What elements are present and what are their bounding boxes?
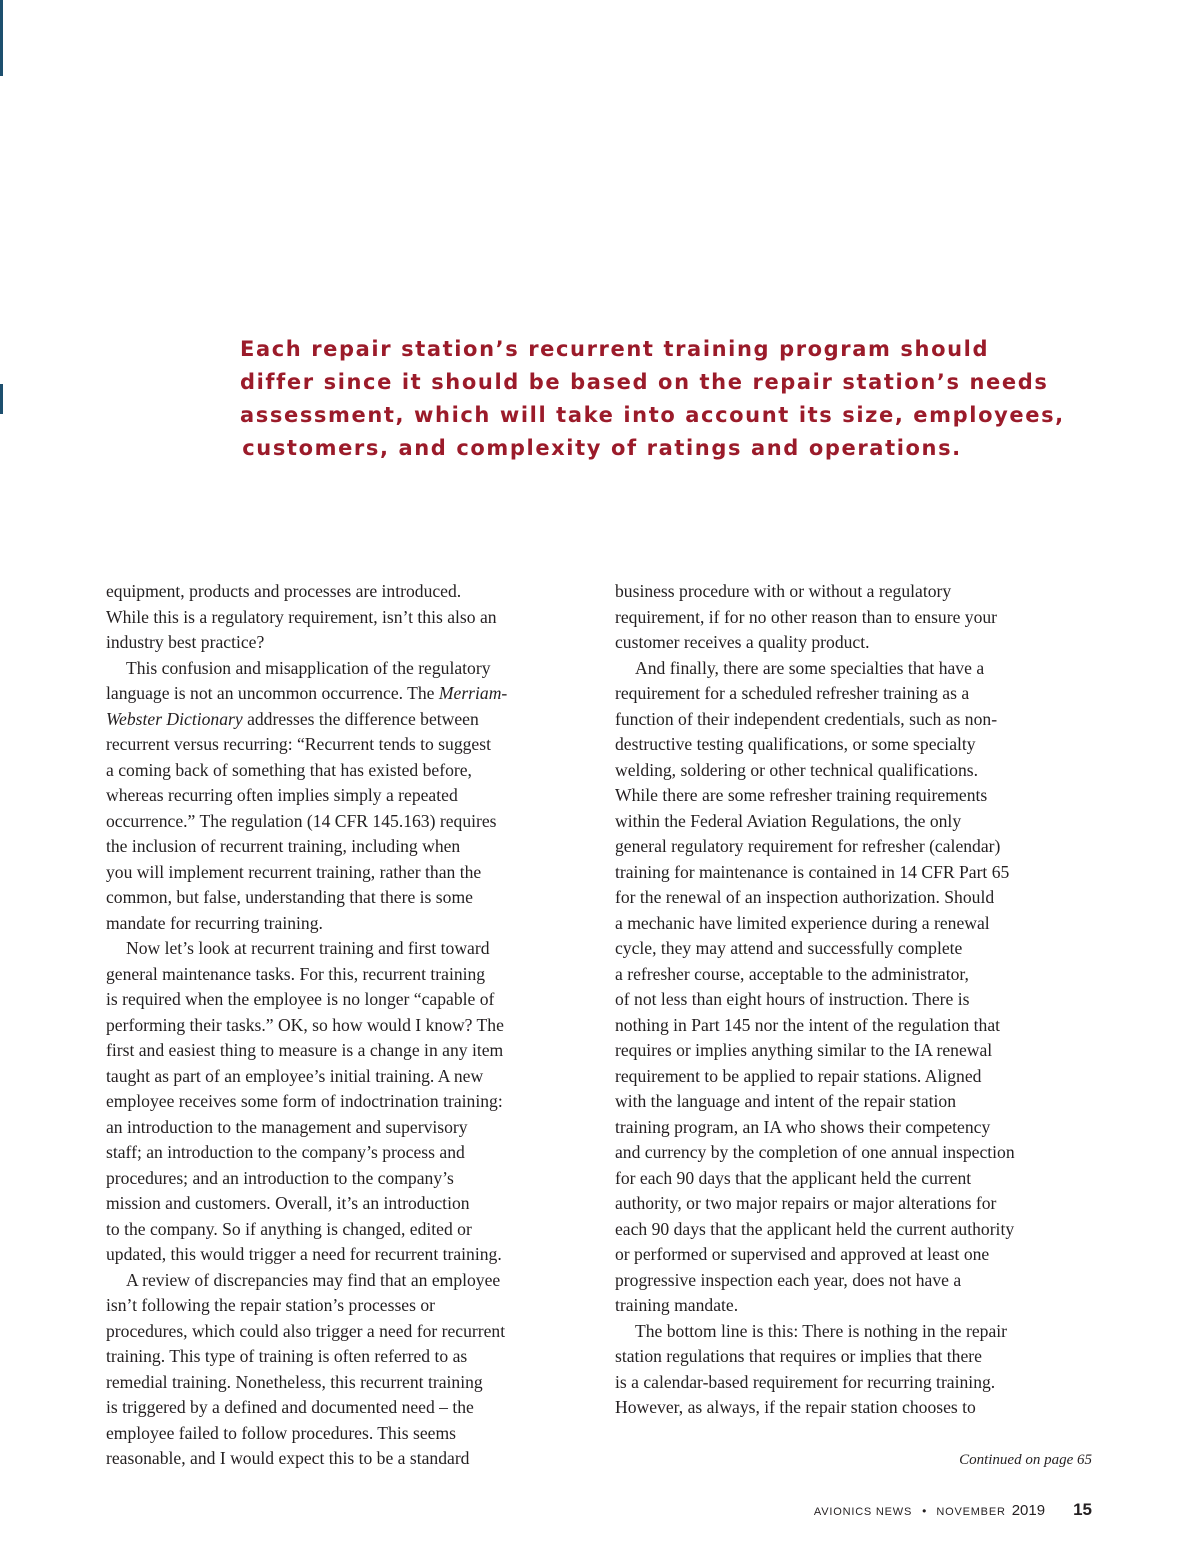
body-text: language is not an uncommon occurrence. The xyxy=(106,683,439,703)
body-line: A review of discrepancies may find that an employee xyxy=(126,1269,501,1290)
body-line: And finally, there are some specialties that have a xyxy=(635,657,985,678)
body-line: requirement, if for no other reason than to ensure your xyxy=(615,606,998,627)
body-line: station regulations that requires or implies that there xyxy=(615,1346,982,1366)
pull-quote-line: assessment, which will take into account its size, employees, xyxy=(240,403,1065,427)
body-line: customer receives a quality product. xyxy=(615,632,870,652)
body-line: remedial training. Nonetheless, this recurrent training xyxy=(106,1371,483,1392)
body-line: requirement to be applied to repair stations. Aligned xyxy=(615,1065,982,1086)
body-line: recurrent versus recurring: “Recurrent tends to suggest xyxy=(106,734,491,754)
body-line: requires or implies anything similar to the IA renewal xyxy=(615,1040,993,1060)
body-line: training program, an IA who shows their competency xyxy=(615,1116,991,1137)
body-line: and currency by the completion of one annual inspection xyxy=(615,1142,1015,1162)
body-line: performing their tasks.” OK, so how would I know? The xyxy=(106,1014,504,1035)
body-line: nothing in Part 145 nor the intent of the regulation that xyxy=(615,1014,1001,1035)
body-line: for the renewal of an inspection authorization. Should xyxy=(615,887,995,907)
body-line: However, as always, if the repair station chooses to xyxy=(615,1397,976,1417)
body-line: Now let’s look at recurrent training and first toward xyxy=(126,938,490,958)
issue-year: 2019 xyxy=(1011,1502,1046,1519)
body-line: This confusion and misapplication of the regulatory xyxy=(126,657,491,678)
body-line: authority, or two major repairs or major alterations for xyxy=(615,1193,997,1213)
dictionary-title: Webster Dictionary xyxy=(106,708,243,729)
body-line: for each 90 days that the applicant held the current xyxy=(615,1167,972,1188)
edge-crop-mark-middle xyxy=(0,384,3,414)
continued-on-page-note: Continued on page 65 xyxy=(959,1452,1092,1468)
body-line: procedures; and an introduction to the company’s xyxy=(106,1167,454,1188)
body-line: first and easiest thing to measure is a change in any item xyxy=(106,1040,504,1060)
body-line: each 90 days that the applicant held the current authority xyxy=(615,1218,1015,1239)
body-line: taught as part of an employee’s initial training. A new xyxy=(106,1065,484,1086)
page-footer xyxy=(814,1500,1092,1520)
body-line: employee failed to follow procedures. This seems xyxy=(106,1422,456,1443)
body-line: general maintenance tasks. For this, recurrent training xyxy=(106,963,486,984)
body-line: with the language and intent of the repair station xyxy=(615,1091,957,1111)
body-line: is a calendar-based requirement for recurring training. xyxy=(615,1371,996,1392)
body-line: a mechanic have limited experience during a renewal xyxy=(615,912,990,933)
body-line: within the Federal Aviation Regulations, the only xyxy=(615,810,962,831)
body-text: addresses the difference between xyxy=(242,708,479,729)
body-line: welding, soldering or other technical qualifications. xyxy=(615,759,979,780)
body-line xyxy=(106,681,598,707)
dictionary-title: Merriam- xyxy=(438,683,508,703)
body-line: business procedure with or without a regulatory xyxy=(615,581,952,601)
body-line: isn’t following the repair station’s processes or xyxy=(106,1295,436,1315)
body-line: updated, this would trigger a need for recurrent training. xyxy=(106,1244,502,1264)
body-line: the inclusion of recurrent training, including when xyxy=(106,836,461,856)
body-line: industry best practice? xyxy=(106,632,265,652)
body-line: whereas recurring often implies simply a repeated xyxy=(106,785,458,805)
body-line: general regulatory requirement for refresher (calendar) xyxy=(615,836,1001,856)
pull-quote-line: differ since it should be based on the repair station’s needs xyxy=(240,370,1049,394)
body-line: to the company. So if anything is changed, edited or xyxy=(106,1218,472,1239)
body-line: requirement for a scheduled refresher training as a xyxy=(615,683,970,703)
body-line: training. This type of training is often referred to as xyxy=(106,1346,468,1366)
body-line: The bottom line is this: There is nothing in the repair xyxy=(635,1320,1008,1341)
body-line: cycle, they may attend and successfully complete xyxy=(615,938,963,958)
body-line: is required when the employee is no longer “capable of xyxy=(106,989,495,1009)
body-line: occurrence.” The regulation (14 CFR 145.163) requires xyxy=(106,810,497,831)
article-column-left xyxy=(106,579,598,1472)
body-line: equipment, products and processes are introduced. xyxy=(106,581,462,601)
issue-month: NOVEMBER xyxy=(936,1506,1006,1518)
body-line: mandate for recurring training. xyxy=(106,912,323,933)
pull-quote xyxy=(240,333,1065,465)
article-column-right xyxy=(615,579,1107,1421)
body-line: employee receives some form of indoctrination training: xyxy=(106,1091,503,1111)
body-line: common, but false, understanding that there is some xyxy=(106,887,473,907)
body-line: training mandate. xyxy=(615,1295,739,1315)
body-line: or performed or supervised and approved at least one xyxy=(615,1244,990,1264)
bullet-separator: • xyxy=(922,1504,927,1518)
body-line: an introduction to the management and supervisory xyxy=(106,1116,468,1137)
body-line: reasonable, and I would expect this to be a standard xyxy=(106,1448,470,1468)
edge-crop-mark-top xyxy=(0,0,3,76)
body-line: you will implement recurrent training, rather than the xyxy=(106,861,482,882)
body-line: While there are some refresher training requirements xyxy=(615,785,988,805)
body-line xyxy=(106,707,598,733)
body-line: function of their independent credentials, such as non- xyxy=(615,708,998,729)
publication-name: AVIONICS NEWS xyxy=(813,1506,913,1518)
body-line: staff; an introduction to the company’s process and xyxy=(106,1142,465,1162)
body-line: a refresher course, acceptable to the administrator, xyxy=(615,963,969,984)
body-line: a coming back of something that has existed before, xyxy=(106,759,472,780)
body-line: of not less than eight hours of instruction. There is xyxy=(615,989,970,1009)
body-line: training for maintenance is contained in 14 CFR Part 65 xyxy=(615,861,1010,882)
pull-quote-line: customers, and complexity of ratings and operations. xyxy=(242,436,962,460)
body-line: While this is a regulatory requirement, isn’t this also an xyxy=(106,606,497,627)
pull-quote-line: Each repair station’s recurrent training program should xyxy=(240,337,990,361)
body-line: destructive testing qualifications, or some specialty xyxy=(615,734,976,754)
body-line: progressive inspection each year, does not have a xyxy=(615,1269,962,1290)
page-number: 15 xyxy=(1073,1500,1092,1519)
body-line: is triggered by a defined and documented need – the xyxy=(106,1397,474,1417)
body-line: procedures, which could also trigger a need for recurrent xyxy=(106,1320,506,1341)
body-line: mission and customers. Overall, it’s an introduction xyxy=(106,1193,470,1213)
